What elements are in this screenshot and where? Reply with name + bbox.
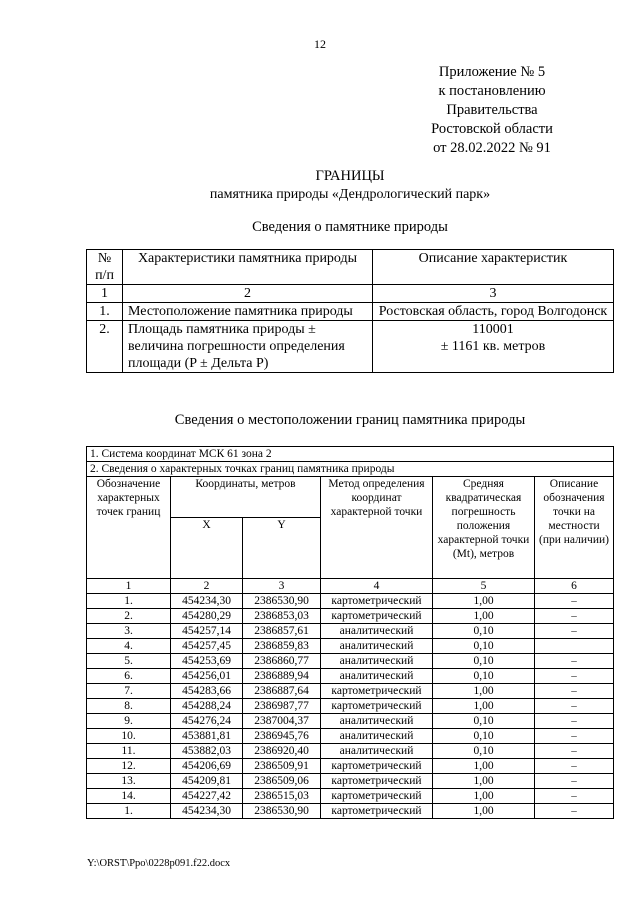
coord-x: 453882,03 (171, 744, 243, 759)
error: 0,10 (433, 729, 535, 744)
error: 0,10 (433, 654, 535, 669)
table-row (87, 759, 614, 774)
point-designation: 10. (87, 729, 171, 744)
error: 0,10 (433, 744, 535, 759)
coord-y: 2387004,37 (243, 714, 321, 729)
appendix-line: от 28.02.2022 № 91 (433, 140, 551, 156)
numbering-cell: 6 (535, 579, 614, 594)
coord-y: 2386509,06 (243, 774, 321, 789)
error: 1,00 (433, 774, 535, 789)
method: картометрический (321, 774, 433, 789)
table-row (87, 303, 614, 321)
point-designation: 5. (87, 654, 171, 669)
points-title: 2. Сведения о характерных точках границ памятника природы (87, 462, 614, 477)
coord-x: 454276,24 (171, 714, 243, 729)
system-row (87, 447, 614, 462)
description: – (535, 654, 614, 669)
method: картометрический (321, 684, 433, 699)
point-designation: 6. (87, 669, 171, 684)
coord-y: 2386859,83 (243, 639, 321, 654)
points-title-row (87, 462, 614, 477)
coord-x: 453881,81 (171, 729, 243, 744)
point-designation: 7. (87, 684, 171, 699)
method: аналитический (321, 744, 433, 759)
description: – (535, 684, 614, 699)
area-error: ± 1161 кв. метров (440, 339, 546, 354)
error: 1,00 (433, 594, 535, 609)
point-designation: 8. (87, 699, 171, 714)
header-error: Средняя квадратическая погрешность положения характерной точки (Mt), метров (433, 477, 535, 579)
method: аналитический (321, 669, 433, 684)
point-designation: 4. (87, 639, 171, 654)
point-designation: 3. (87, 624, 171, 639)
description: – (535, 744, 614, 759)
points-body (87, 594, 614, 819)
coord-y: 2386857,61 (243, 624, 321, 639)
header-cell: Характеристики памятника природы (123, 250, 373, 285)
numbering-cell: 3 (243, 579, 321, 594)
error: 1,00 (433, 759, 535, 774)
table-header-row (87, 250, 614, 285)
table-row (87, 804, 614, 819)
coord-x: 454280,29 (171, 609, 243, 624)
coord-y: 2386530,90 (243, 804, 321, 819)
description: – (535, 774, 614, 789)
document-title: ГРАНИЦЫ (315, 168, 385, 184)
table-row (87, 714, 614, 729)
appendix-line: к постановлению (438, 83, 546, 99)
numbering-cell: 3 (373, 285, 614, 303)
numbering-cell: 1 (87, 285, 123, 303)
coord-x: 454256,01 (171, 669, 243, 684)
document-subtitle: памятника природы «Дендрологический парк» (209, 187, 491, 202)
coord-x: 454257,45 (171, 639, 243, 654)
header-row (87, 477, 614, 518)
row-number: 2. (87, 321, 123, 373)
point-designation: 1. (87, 594, 171, 609)
error: 1,00 (433, 699, 535, 714)
table-row (87, 744, 614, 759)
coord-y: 2386530,90 (243, 594, 321, 609)
appendix-block (402, 63, 582, 158)
method: картометрический (321, 609, 433, 624)
method: аналитический (321, 654, 433, 669)
error: 0,10 (433, 714, 535, 729)
table-row (87, 774, 614, 789)
coord-y: 2386889,94 (243, 669, 321, 684)
error: 1,00 (433, 684, 535, 699)
table-numbering-row (87, 285, 614, 303)
coord-x: 454283,66 (171, 684, 243, 699)
coord-y: 2386945,76 (243, 729, 321, 744)
description: – (535, 624, 614, 639)
area-value: 110001 (472, 322, 514, 337)
description: – (535, 804, 614, 819)
coord-x: 454234,30 (171, 804, 243, 819)
description: – (535, 729, 614, 744)
numbering-cell: 1 (87, 579, 171, 594)
description: – (535, 789, 614, 804)
header-y: Y (243, 518, 321, 579)
table-row (87, 624, 614, 639)
row-number: 1. (87, 303, 123, 321)
coord-x: 454253,69 (171, 654, 243, 669)
section1-title: Сведения о памятнике природы (252, 219, 448, 235)
appendix-line: Ростовской области (431, 121, 553, 137)
table-row (87, 654, 614, 669)
section2-title: Сведения о местоположении границ памятника природы (174, 412, 526, 428)
table-row (87, 699, 614, 714)
coord-y: 2386987,77 (243, 699, 321, 714)
header-x: X (171, 518, 243, 579)
description: – (535, 594, 614, 609)
coord-x: 454206,69 (171, 759, 243, 774)
numbering-cell: 4 (321, 579, 433, 594)
coord-y: 2386887,64 (243, 684, 321, 699)
table-row (87, 684, 614, 699)
coord-y: 2386515,03 (243, 789, 321, 804)
coordinate-system: 1. Система координат МСК 61 зона 2 (87, 447, 614, 462)
method: аналитический (321, 729, 433, 744)
coord-x: 454227,42 (171, 789, 243, 804)
method: картометрический (321, 804, 433, 819)
monument-info-table (86, 249, 614, 373)
point-designation: 1. (87, 804, 171, 819)
table-row (87, 669, 614, 684)
point-designation: 11. (87, 744, 171, 759)
method: аналитический (321, 624, 433, 639)
numbering-cell: 2 (171, 579, 243, 594)
description: – (535, 714, 614, 729)
coord-y: 2386860,77 (243, 654, 321, 669)
error: 1,00 (433, 789, 535, 804)
error: 0,10 (433, 639, 535, 654)
table-row (87, 321, 614, 373)
method: аналитический (321, 639, 433, 654)
boundary-points-table (86, 446, 614, 819)
method: картометрический (321, 759, 433, 774)
point-designation: 12. (87, 759, 171, 774)
header-method: Метод определения координат характерной точки (321, 477, 433, 579)
header-cell: Описание характеристик (373, 250, 614, 285)
page-number: 12 (314, 37, 326, 51)
description: – (535, 669, 614, 684)
appendix-line: Правительства (446, 102, 538, 118)
coord-x: 454288,24 (171, 699, 243, 714)
method: картометрический (321, 699, 433, 714)
file-path-footer: Y:\ORST\Ppo\0228p091.f22.docx (87, 858, 231, 869)
table-row (87, 594, 614, 609)
error: 1,00 (433, 804, 535, 819)
table-row (87, 789, 614, 804)
row-value (373, 321, 614, 373)
description: – (535, 609, 614, 624)
coord-y: 2386509,91 (243, 759, 321, 774)
header-cell: № п/п (87, 250, 123, 285)
error: 0,10 (433, 624, 535, 639)
method: картометрический (321, 789, 433, 804)
table-row (87, 729, 614, 744)
coord-y: 2386853,03 (243, 609, 321, 624)
table-row (87, 639, 614, 654)
header-coordinates: Координаты, метров (171, 477, 321, 518)
point-designation: 9. (87, 714, 171, 729)
error: 1,00 (433, 609, 535, 624)
row-characteristic: Местоположение памятника природы (123, 303, 373, 321)
coord-y: 2386920,40 (243, 744, 321, 759)
point-designation: 2. (87, 609, 171, 624)
numbering-cell: 5 (433, 579, 535, 594)
row-value: Ростовская область, город Волгодонск (373, 303, 614, 321)
header-description: Описание обозначения точки на местности (при наличии) (535, 477, 614, 579)
table-row (87, 609, 614, 624)
description: – (535, 699, 614, 714)
header-designation: Обозначение характерных точек границ (87, 477, 171, 579)
coord-x: 454209,81 (171, 774, 243, 789)
method: картометрический (321, 594, 433, 609)
numbering-cell: 2 (123, 285, 373, 303)
row-characteristic: Площадь памятника природы ± величина погрешности определения площади (P ± Дельта P) (123, 321, 373, 373)
numbering-row (87, 579, 614, 594)
coord-x: 454257,14 (171, 624, 243, 639)
point-designation: 13. (87, 774, 171, 789)
coord-x: 454234,30 (171, 594, 243, 609)
description (535, 639, 614, 654)
appendix-line: Приложение № 5 (438, 64, 546, 80)
description: – (535, 759, 614, 774)
error: 0,10 (433, 669, 535, 684)
point-designation: 14. (87, 789, 171, 804)
method: аналитический (321, 714, 433, 729)
